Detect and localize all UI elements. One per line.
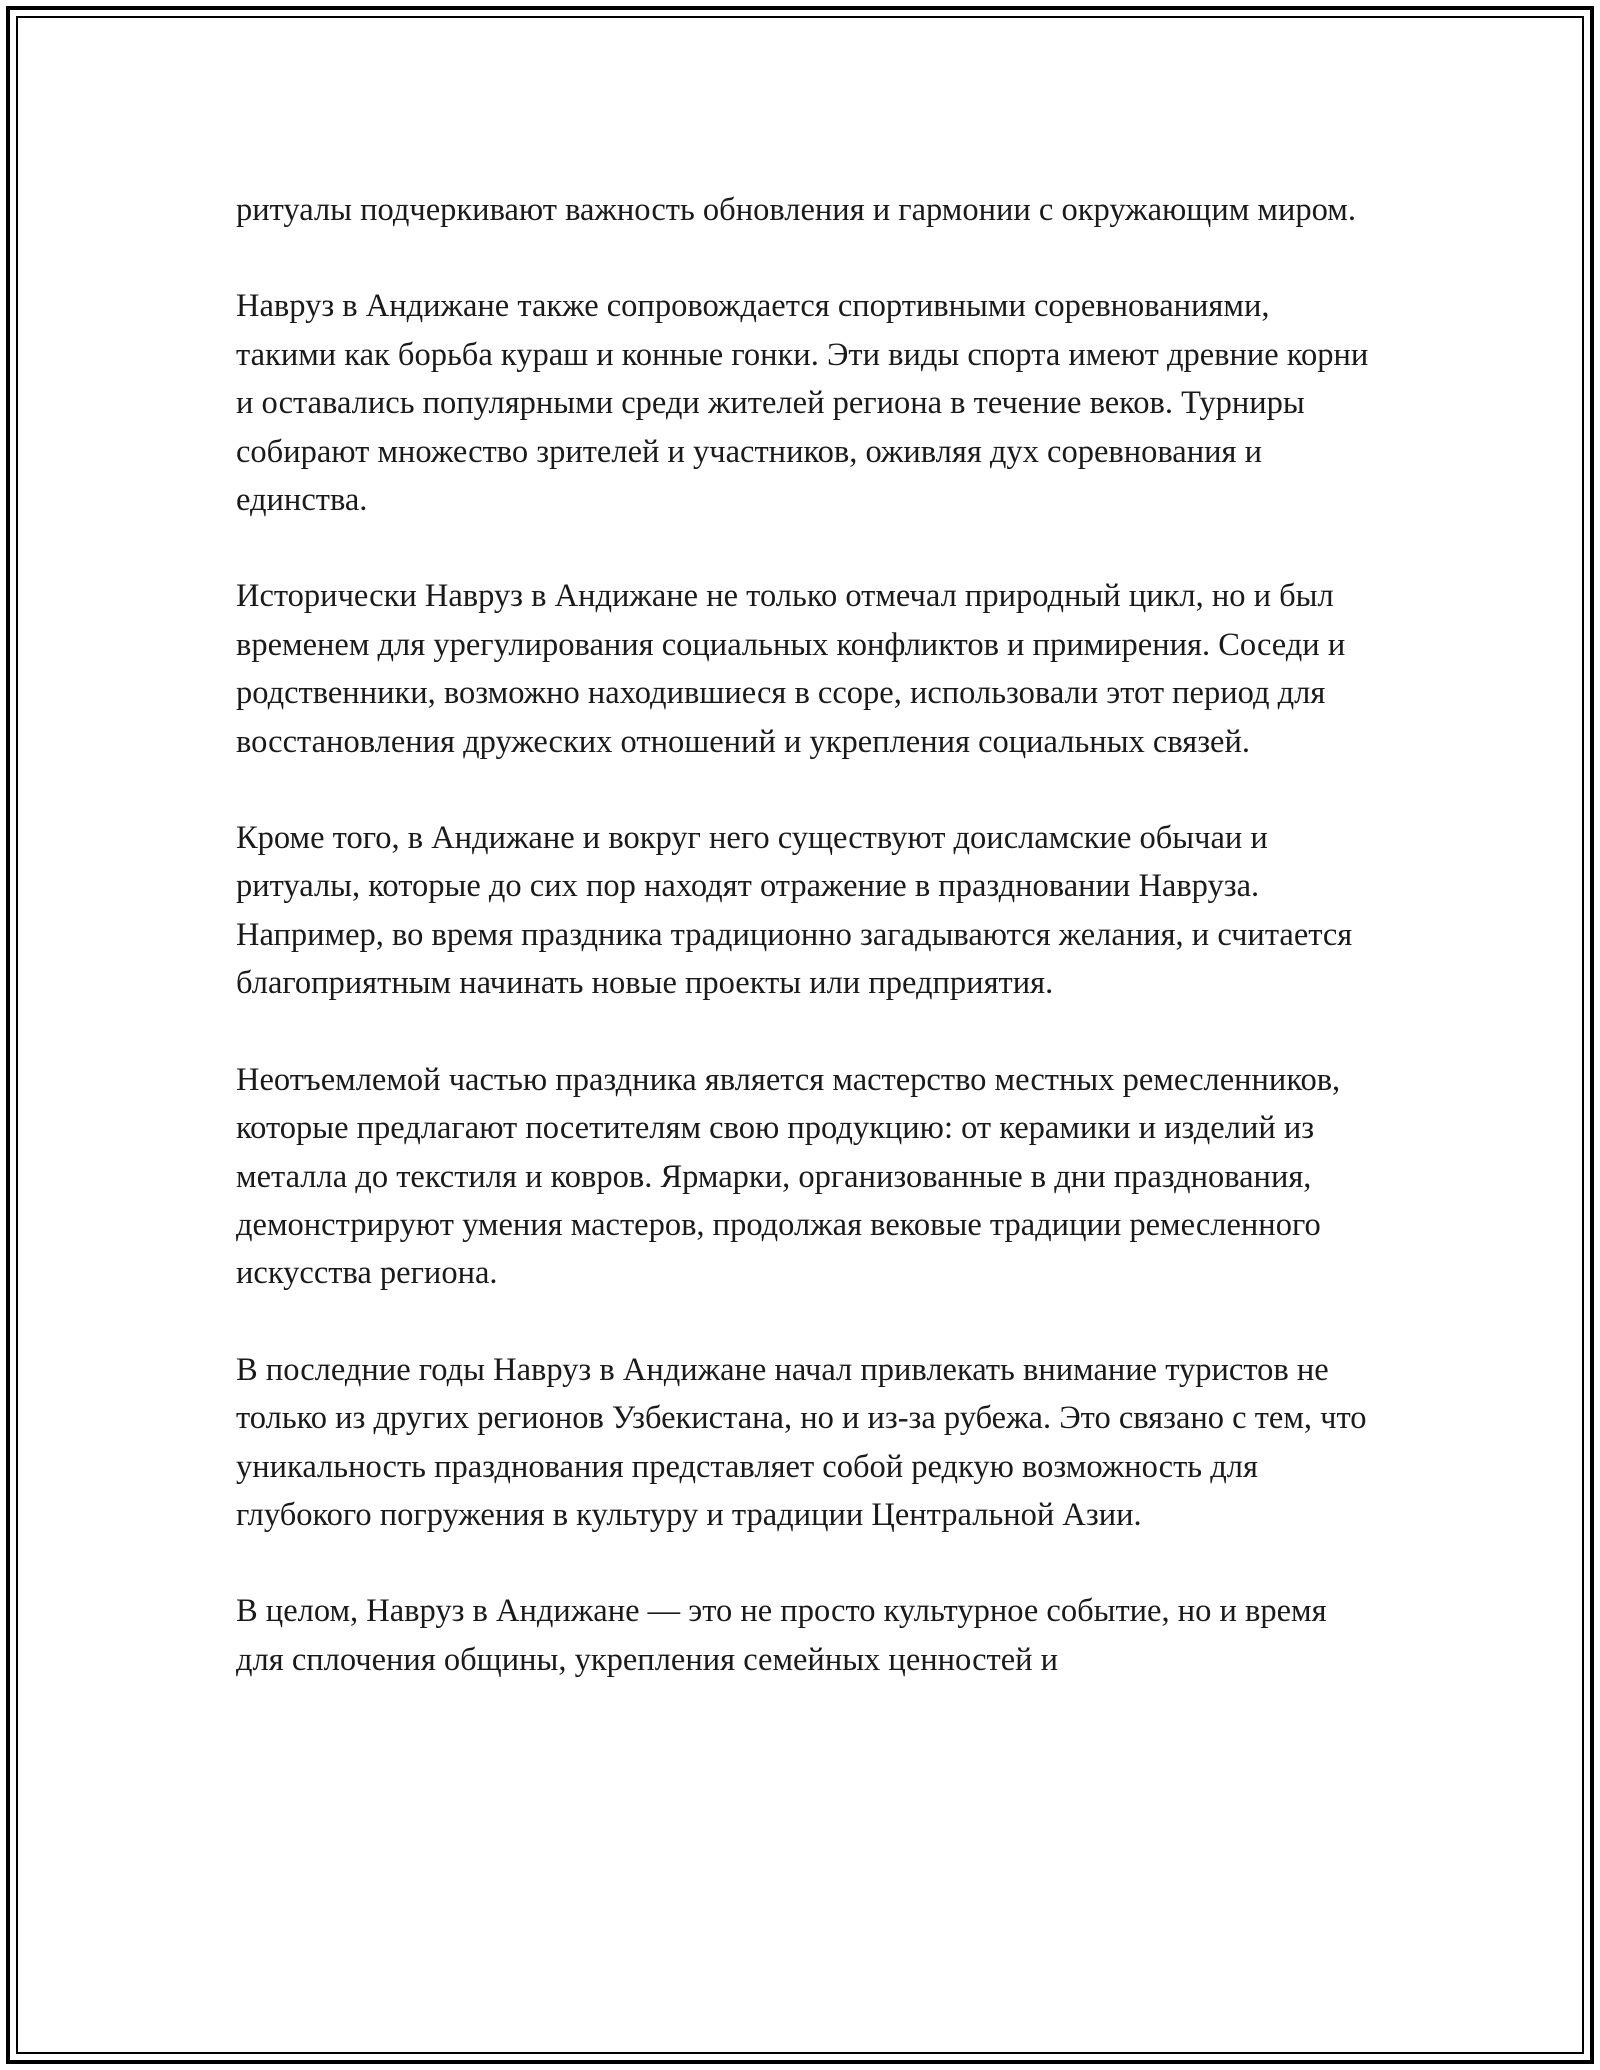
paragraph: В целом, Навруз в Андижане — это не просто культурное событие, но и время для сплочения общины, укрепления семейных ценностей и [236,1593,1327,1678]
paragraph: Навруз в Андижане также сопровождается спортивными соревнованиями, такими как борьба кураш и конные гонки. Эти виды спорта имеют древние корни и оставались популярными среди жителей региона в течение веков. Турниры собирают множество зрителей и участников, оживляя дух соревнования и единства. [236,288,1369,519]
paragraph: В последние годы Навруз в Андижане начал привлекать внимание туристов не только из других регионов Узбекистана, но и из-за рубежа. Это связано с тем, что уникальность празднования представляет собой редкую возможность для глубокого погружения в культуру и традиции Центральной Азии. [236,1351,1367,1533]
paragraph: Исторически Навруз в Андижане не только отмечал природный цикл, но и был временем для урегулирования социальных конфликтов и примирения. Соседи и родственники, возможно находившиеся в ссоре, использовали этот период для восстановления дружеских отношений и укрепления социальных связей. [236,578,1346,760]
paragraph: Кроме того, в Андижане и вокруг него существуют доисламские обычаи и ритуалы, которые до сих пор находят отражение в праздновании Навруза. Например, во время праздника традиционно загадываются желания, и считается благоприятным начинать новые проекты или предприятия. [236,820,1353,1002]
paragraph: Неотъемлемой частью праздника является мастерство местных ремесленников, которые предлагают посетителям свою продукцию: от керамики и изделий из металла до текстиля и ковров. Ярмарки, организованные в дни празднования, демонстрируют умения мастеров, продолжая вековые традиции ремесленного искусства региона. [236,1061,1341,1292]
document-body [236,186,1376,1732]
paragraph: ритуалы подчеркивают важность обновления и гармонии с окружающим миром. [236,192,1356,228]
